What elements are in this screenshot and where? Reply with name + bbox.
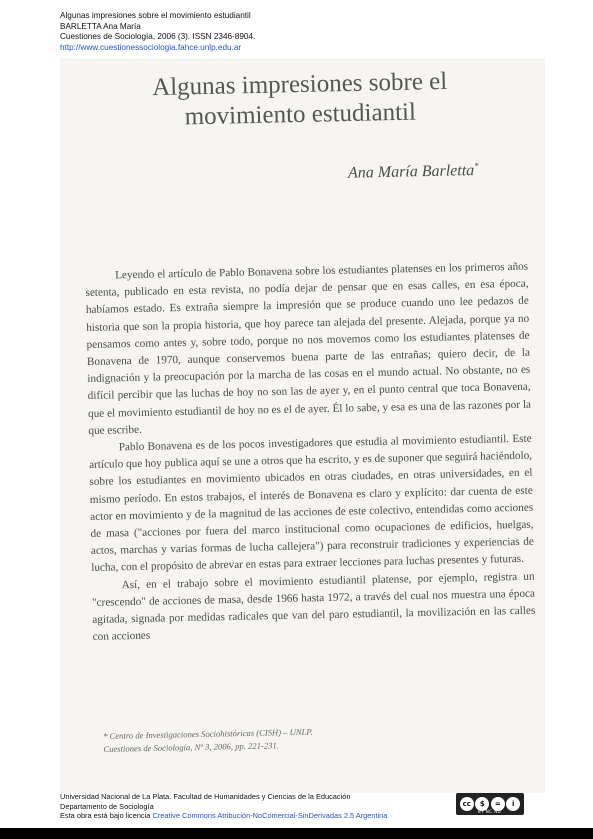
header-url-link[interactable]: http://www.cuestionessociologia.fahce.unlp.edu.ar [60,42,242,52]
header-title: Algunas impresiones sobre el movimiento estudiantil [60,11,251,20]
attribution-icon: i [506,797,520,811]
cc-license-badge[interactable] [456,793,524,815]
paragraph: Pablo Bonavena es de los pocos investigadores que estudia al movimiento estudiantil. Este artículo que hoy publica aquí se une a otros que ha escrito, y es de suponer que seguirá haciéndolo, sobre los estudiantes en movimiento ubicados en otras ciudades, en otras universidades, en el mismo período. En estos trabajos, el interés de Bonavena es claro y explícito: dar cuenta de este actor en movimiento y de la magnitud de las acciones de este colectivo, entendidas como acciones de masa ("acciones por fuera del marco institucional como ocupaciones de edificios, huelgas, actos, marchas y varias formas de lucha callejera") para reconstruir tradiciones y experiencias de lucha, con el propósito de abrevar en estas para extraer lecciones para luchas presentes y futuras. [89,432,534,575]
cc-icon: cc [460,797,474,811]
footnote: * Centro de Investigaciones Sociohistóricas (CISH) – UNLP. [103,726,313,741]
bottom-bar [0,828,593,839]
document-header [60,11,255,53]
noncommercial-icon: $ [475,797,489,811]
citation: Cuestiones de Sociología, Nº 3, 2006, pp. 221-231. [103,740,279,754]
author-name: Ana María Barletta [347,162,475,182]
title-line-2: movimiento estudiantil [184,98,417,131]
badge-caption: BY NC ND [478,809,502,814]
footer-department: Departamento de Sociología [60,801,154,811]
document-footer [60,792,387,821]
paragraph: Leyendo el artículo de Pablo Bonavena sobre los estudiantes platenses en los primeros años setenta, publicado en esta revista, no podía dejar de pensar que en esas calles, en esa época, habíamos estado. Es extraña siempre la impresión que se produce cuando uno lee pedazos de historia que son la propia historia, que hoy parece tan alejada del presente. Alejada, porque ya no pensamos como antes y, sobre todo, porque no nos movemos como los estudiantes platenses de Bonavena de 1970, aunque conservemos buena parte de las entrañas; quiero decir, de la indignación y la preocupación por la marcha de las cosas en el mundo actual. No obstante, no es difícil percibir que las luchas de hoy no son las de ayer y, en el punto central que toca Bonavena, que el movimiento estudiantil de hoy no es el de ayer. Él lo sabe, y esa es una de las razones por la que escribe. [85,260,532,437]
title-line-1: Algunas impresiones sobre el [151,67,448,102]
article-body [85,259,536,647]
author-footnote-mark: * [474,160,479,171]
noderivatives-icon: = [491,797,505,811]
license-prefix: Esta obra está bajo licencia [60,811,153,821]
footer-license-line [60,811,387,821]
header-journal: Cuestiones de Sociología, 2006 (3). ISSN 2346-8904. [60,32,256,42]
article-title [99,66,500,134]
paragraph: Así, en el trabajo sobre el movimiento estudiantil platense, por ejemplo, registra un "crescendo" de acciones de masa, desde 1966 hasta 1972, a través del cual nos muestra una época agitada, signada por medidas radicales que van del paro estudiantil, la movilización en las calles con acciones [91,570,536,644]
license-link[interactable]: Creative Commons Atribución-NoComercial-SinDerivadas 2.5 Argentina [152,811,388,821]
article-author [348,161,479,183]
header-author: BARLETTA Ana María [60,21,141,31]
footer-institution: Universidad Nacional de La Plata. Facultad de Humanidades y Ciencias de la Educación [60,792,351,801]
